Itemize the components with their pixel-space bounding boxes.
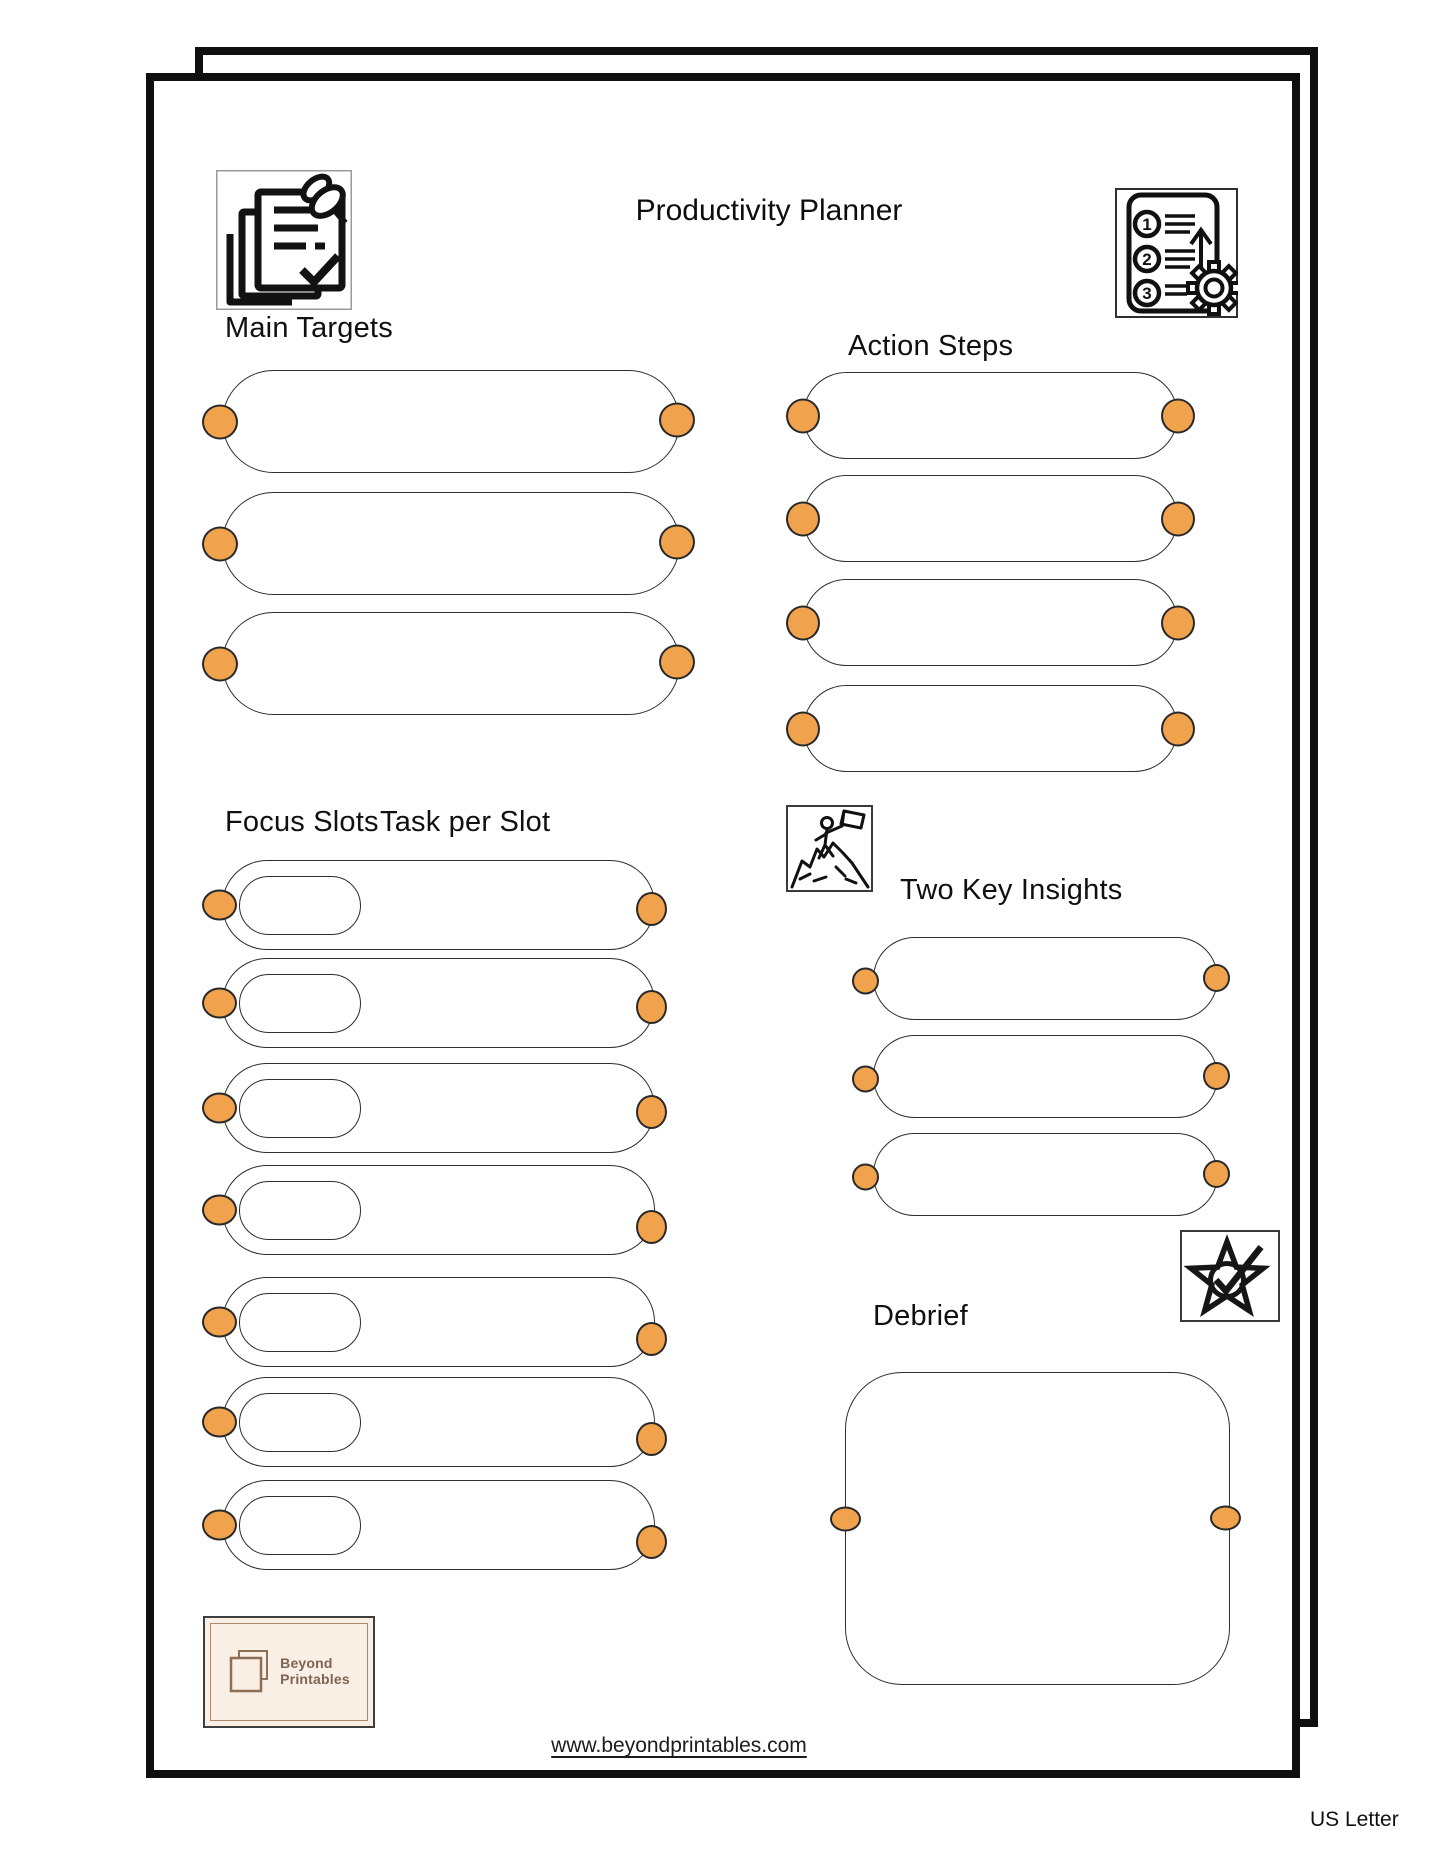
focus-slots-slot (222, 1277, 655, 1367)
main-targets-slot (222, 370, 680, 473)
left-dot (202, 1093, 237, 1124)
time-slot-pill (239, 1293, 361, 1352)
time-slot-pill (239, 974, 361, 1033)
left-dot (202, 1195, 237, 1226)
svg-text:1: 1 (1142, 215, 1152, 234)
time-slot-pill (239, 1079, 361, 1138)
insights-slot (873, 1035, 1218, 1118)
paper-format-label: US Letter (1310, 1808, 1399, 1831)
right-dot (636, 990, 667, 1024)
debrief-box (845, 1372, 1230, 1685)
right-dot (636, 1422, 667, 1456)
right-dot (1203, 1160, 1230, 1188)
focus-slots-slot (222, 860, 655, 950)
focus-slots-label: Focus Slots (225, 806, 379, 838)
right-dot (1161, 605, 1195, 640)
mountain-summit-icon (786, 805, 873, 892)
main-targets-slot (222, 612, 680, 715)
left-dot (852, 967, 879, 994)
time-slot-pill (239, 1181, 361, 1240)
debrief-label: Debrief (873, 1300, 968, 1332)
time-slot-pill (239, 876, 361, 935)
brand-logo (203, 1616, 375, 1728)
left-dot (202, 988, 237, 1019)
svg-text:2: 2 (1142, 250, 1152, 269)
left-dot (202, 1510, 237, 1541)
action-steps-slot (803, 475, 1178, 562)
right-dot (636, 892, 667, 926)
main-targets-label: Main Targets (225, 312, 393, 344)
svg-text:3: 3 (1142, 284, 1152, 303)
left-dot (786, 398, 820, 433)
insights-slot (873, 937, 1218, 1020)
left-dot (202, 646, 238, 681)
pinned-notes-icon (216, 170, 352, 310)
page-title: Productivity Planner (635, 194, 903, 227)
focus-slots-slot (222, 1480, 655, 1570)
right-dot (636, 1525, 667, 1559)
website-link[interactable]: www.beyondprintables.com (551, 1734, 807, 1757)
left-dot (202, 526, 238, 561)
action-steps-slot (803, 579, 1178, 666)
left-dot (852, 1065, 879, 1092)
left-dot (202, 890, 237, 921)
logo-text-line1: Beyond (280, 1655, 333, 1672)
left-dot (202, 1407, 237, 1438)
action-steps-slot (803, 685, 1178, 772)
two-key-insights-label: Two Key Insights (900, 874, 1123, 906)
main-targets-slot (222, 492, 680, 595)
focus-slots-slot (222, 1063, 655, 1153)
insights-slot (873, 1133, 1218, 1216)
right-dot (1161, 398, 1195, 433)
left-dot (202, 404, 238, 439)
left-dot (830, 1507, 861, 1532)
time-slot-pill (239, 1393, 361, 1452)
logo-text-line2: Printables (280, 1671, 350, 1687)
right-dot (1203, 964, 1230, 992)
right-dot (659, 524, 695, 559)
left-dot (852, 1163, 879, 1190)
left-dot (786, 711, 820, 746)
right-dot (659, 644, 695, 679)
stacked-pages-logo-icon (228, 1649, 272, 1695)
right-dot (636, 1322, 667, 1356)
action-steps-slot (803, 372, 1178, 459)
left-dot (202, 1307, 237, 1338)
focus-slots-slot (222, 1165, 655, 1255)
focus-slots-slot (222, 958, 655, 1048)
task-per-slot-label: Task per Slot (380, 806, 551, 838)
right-dot (1161, 501, 1195, 536)
left-dot (786, 501, 820, 536)
right-dot (1203, 1062, 1230, 1090)
right-dot (659, 402, 695, 437)
focus-slots-slot (222, 1377, 655, 1467)
right-dot (636, 1210, 667, 1244)
right-dot (1210, 1506, 1241, 1531)
time-slot-pill (239, 1496, 361, 1555)
left-dot (786, 605, 820, 640)
right-dot (636, 1095, 667, 1129)
action-steps-label: Action Steps (848, 330, 1014, 362)
right-dot (1161, 711, 1195, 746)
numbered-steps-gear-icon (1115, 188, 1238, 318)
star-check-icon (1180, 1230, 1280, 1322)
